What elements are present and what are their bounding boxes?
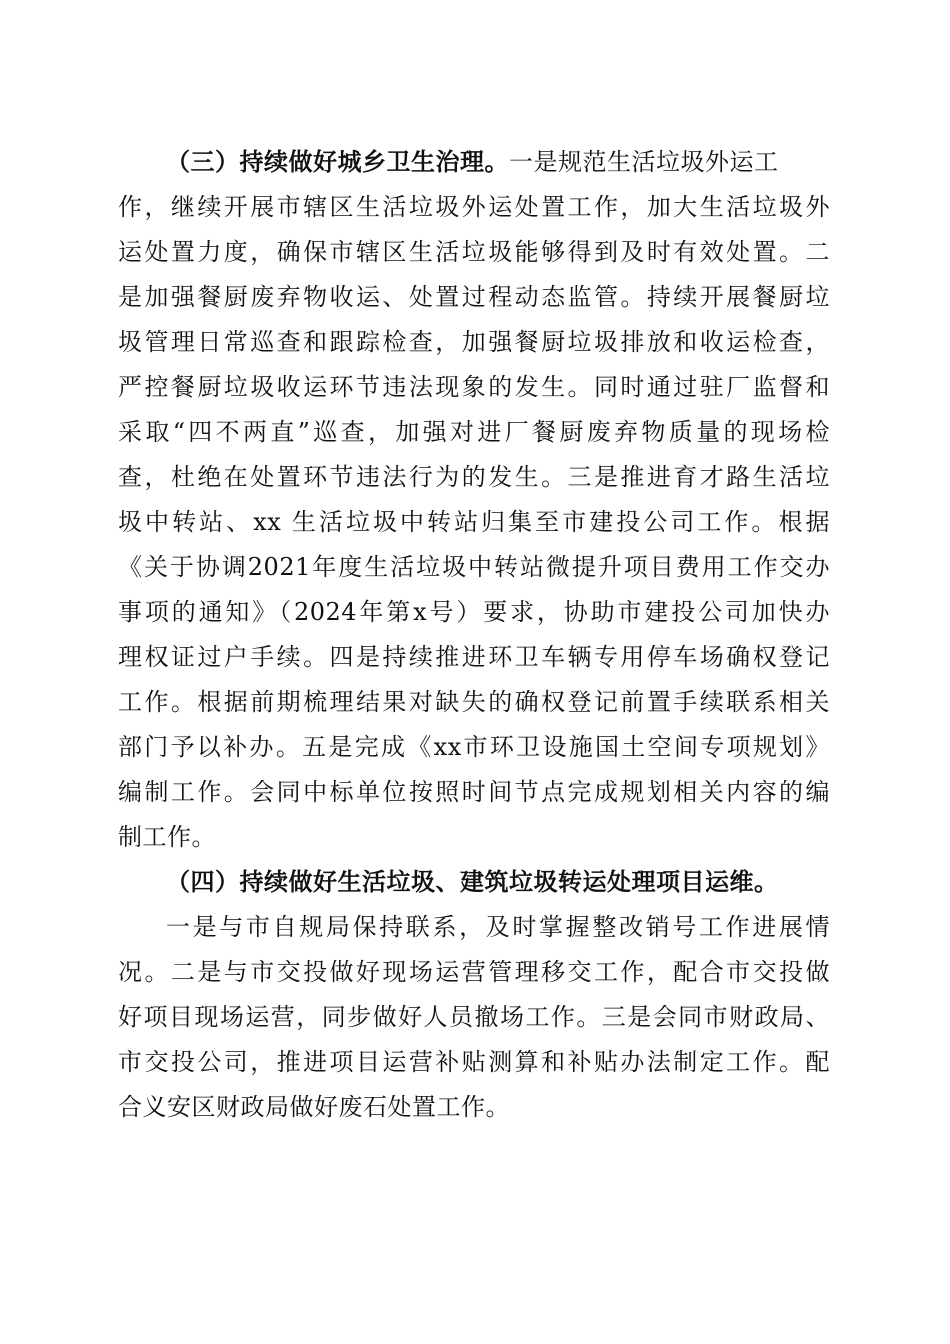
paragraph-line: 合义安区财政局做好废石处置工作。	[118, 1093, 510, 1121]
paragraph-line: 况。二是与市交投做好现场运营管理移交工作，配合市交投做	[118, 958, 830, 986]
paragraph-line: 《关于协调2021年度生活垃圾中转站微提升项目费用工作交办	[118, 553, 830, 581]
paragraph-line: 编制工作。会同中标单位按照时间节点完成规划相关内容的编	[118, 778, 830, 806]
paragraph-line: 制工作。	[118, 823, 216, 851]
paragraph-line: 严控餐厨垃圾收运环节违法现象的发生。同时通过驻厂监督和	[118, 373, 830, 401]
paragraph-line: 采取“四不两直”巡查，加强对进厂餐厨废弃物质量的现场检	[118, 418, 830, 446]
paragraph-line: 圾管理日常巡查和跟踪检查，加强餐厨垃圾排放和收运检查，	[118, 328, 830, 356]
paragraph-line: 部门予以补办。五是完成《xx市环卫设施国土空间专项规划》	[118, 733, 830, 761]
paragraph-line: 是加强餐厨废弃物收运、处置过程动态监管。持续开展餐厨垃	[118, 283, 830, 311]
paragraph-line: 事项的通知》（2024年第x号）要求，协助市建投公司加快办	[118, 598, 830, 626]
paragraph-line: 好项目现场运营，同步做好人员撤场工作。三是会同市财政局、	[118, 1003, 830, 1031]
paragraph-line: 理权证过户手续。四是持续推进环卫车辆专用停车场确权登记	[118, 643, 830, 671]
paragraph-line: 工作。根据前期梳理结果对缺失的确权登记前置手续联系相关	[118, 688, 830, 716]
paragraph-line: 查，杜绝在处置环节违法行为的发生。三是推进育才路生活垃	[118, 463, 830, 491]
section-3-first-line	[166, 142, 830, 182]
paragraph-line: 圾中转站、xx 生活垃圾中转站归集至市建投公司工作。根据	[118, 508, 830, 536]
section-3-text: 一是规范生活垃圾外运工	[509, 148, 779, 176]
section-3-heading: （三）持续做好城乡卫生治理。	[166, 147, 509, 176]
paragraph-line: 作，继续开展市辖区生活垃圾外运处置工作，加大生活垃圾外	[118, 193, 830, 221]
paragraph-line: 运处置力度，确保市辖区生活垃圾能够得到及时有效处置。二	[118, 238, 830, 266]
paragraph-line: 市交投公司，推进项目运营补贴测算和补贴办法制定工作。配	[118, 1048, 830, 1076]
section-4-heading: （四）持续做好生活垃圾、建筑垃圾转运处理项目运维。	[166, 867, 779, 896]
paragraph-line: 一是与市自规局保持联系，及时掌握整改销号工作进展情	[166, 913, 830, 941]
